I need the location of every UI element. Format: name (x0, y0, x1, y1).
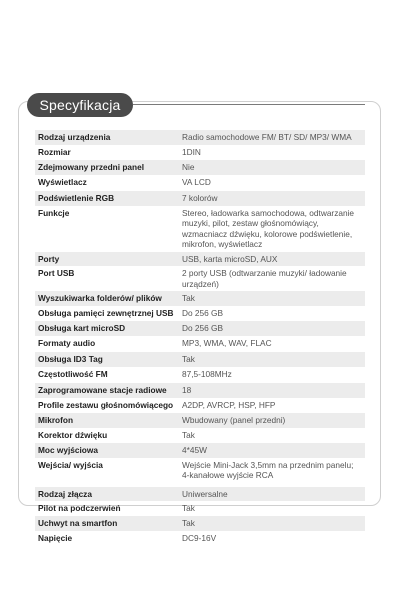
title-divider (133, 104, 365, 105)
spec-row (35, 252, 365, 267)
spec-row (35, 367, 365, 383)
spec-label: Mikrofon (38, 414, 74, 425)
spec-row (35, 336, 365, 352)
spec-label: Porty (38, 253, 60, 264)
spec-label: Profile zestawu głośnomówiącego (38, 399, 174, 410)
spec-label: Rodzaj złącza (38, 488, 92, 499)
spec-value: MP3, WMA, WAV, FLAC (182, 338, 272, 348)
spec-value: 18 (182, 385, 192, 395)
spec-label: Rozmiar (38, 146, 71, 157)
spec-row (35, 487, 365, 502)
spec-value: VA LCD (182, 176, 211, 187)
spec-label: Napięcie (38, 533, 73, 543)
spec-value: USB, karta microSD, AUX (182, 253, 278, 264)
spec-row (35, 175, 365, 191)
spec-value: Uniwersalne (182, 488, 228, 499)
spec-value: 2 porty USB (odtwarzanie muzyki/ ładowanie urządzeń) (182, 268, 347, 289)
spec-row (35, 306, 365, 321)
section-title: Specyfikacja (27, 93, 133, 117)
spec-value: Do 256 GB (182, 323, 224, 333)
spec-value: 4*45W (182, 444, 207, 455)
spec-value: Tak (182, 503, 195, 513)
spec-row (35, 352, 365, 367)
spec-table (35, 130, 365, 546)
spec-value: Do 256 GB (182, 308, 224, 318)
spec-value: 1DIN (182, 146, 201, 157)
spec-label: Wejścia/ wyjścia (38, 459, 103, 470)
spec-label: Obsługa kart microSD (38, 323, 126, 333)
spec-row (35, 383, 365, 398)
spec-label: Port USB (38, 268, 75, 278)
spec-row (35, 160, 365, 175)
spec-label: Zaprogramowane stacje radiowe (38, 385, 167, 395)
spec-row (35, 501, 365, 516)
spec-row (35, 206, 365, 252)
spec-label: Podświetlenie RGB (38, 192, 115, 203)
spec-row (35, 531, 365, 546)
spec-label: Uchwyt na smartfon (38, 518, 118, 528)
spec-value: DC9-16V (182, 533, 217, 543)
spec-row (35, 398, 365, 413)
spec-value: Tak (182, 518, 195, 528)
spec-value: Tak (182, 293, 195, 303)
spec-label: Obsługa ID3 Tag (38, 354, 103, 364)
spec-value: Wbudowany (panel przedni) (182, 414, 286, 425)
spec-label: Formaty audio (38, 338, 96, 348)
spec-value: 7 kolorów (182, 192, 218, 203)
spec-row (35, 443, 365, 458)
spec-row (35, 428, 365, 443)
spec-row (35, 321, 365, 336)
spec-row (35, 413, 365, 428)
spec-row (35, 291, 365, 306)
spec-value: Stereo, ładowarka samochodowa, odtwarzanie muzyki, pilot, zestaw głośnomówiący, wzmacniacz dźwięku, kolorowe podświetlenie, mikrofon, wyświetlacz (182, 207, 355, 249)
spec-row (35, 516, 365, 531)
spec-value: Tak (182, 354, 195, 364)
spec-row (35, 458, 365, 487)
spec-value: Radio samochodowe FM/ BT/ SD/ MP3/ WMA (182, 132, 352, 142)
spec-label: Zdejmowany przedni panel (38, 161, 145, 172)
spec-label: Częstotliwość FM (38, 369, 108, 379)
spec-label: Moc wyjściowa (38, 444, 98, 455)
spec-value: A2DP, AVRCP, HSP, HFP (182, 399, 276, 410)
spec-row (35, 130, 365, 145)
spec-label: Pilot na podczerwień (38, 503, 121, 513)
spec-label: Funkcje (38, 207, 70, 218)
spec-label: Wyszukiwarka folderów/ plików (38, 293, 162, 303)
spec-value: Wejście Mini-Jack 3,5mm na przednim panelu; 4-kanałowe wyjście RCA (182, 459, 354, 480)
spec-label: Korektor dźwięku (38, 429, 108, 440)
spec-value: Nie (182, 161, 195, 172)
spec-row (35, 145, 365, 160)
spec-label: Rodzaj urządzenia (38, 132, 111, 142)
spec-value: Tak (182, 429, 195, 440)
spec-label: Obsługa pamięci zewnętrznej USB (38, 308, 174, 318)
spec-value: 87,5-108MHz (182, 369, 232, 379)
spec-row (35, 266, 365, 291)
spec-row (35, 191, 365, 206)
spec-label: Wyświetlacz (38, 176, 87, 187)
